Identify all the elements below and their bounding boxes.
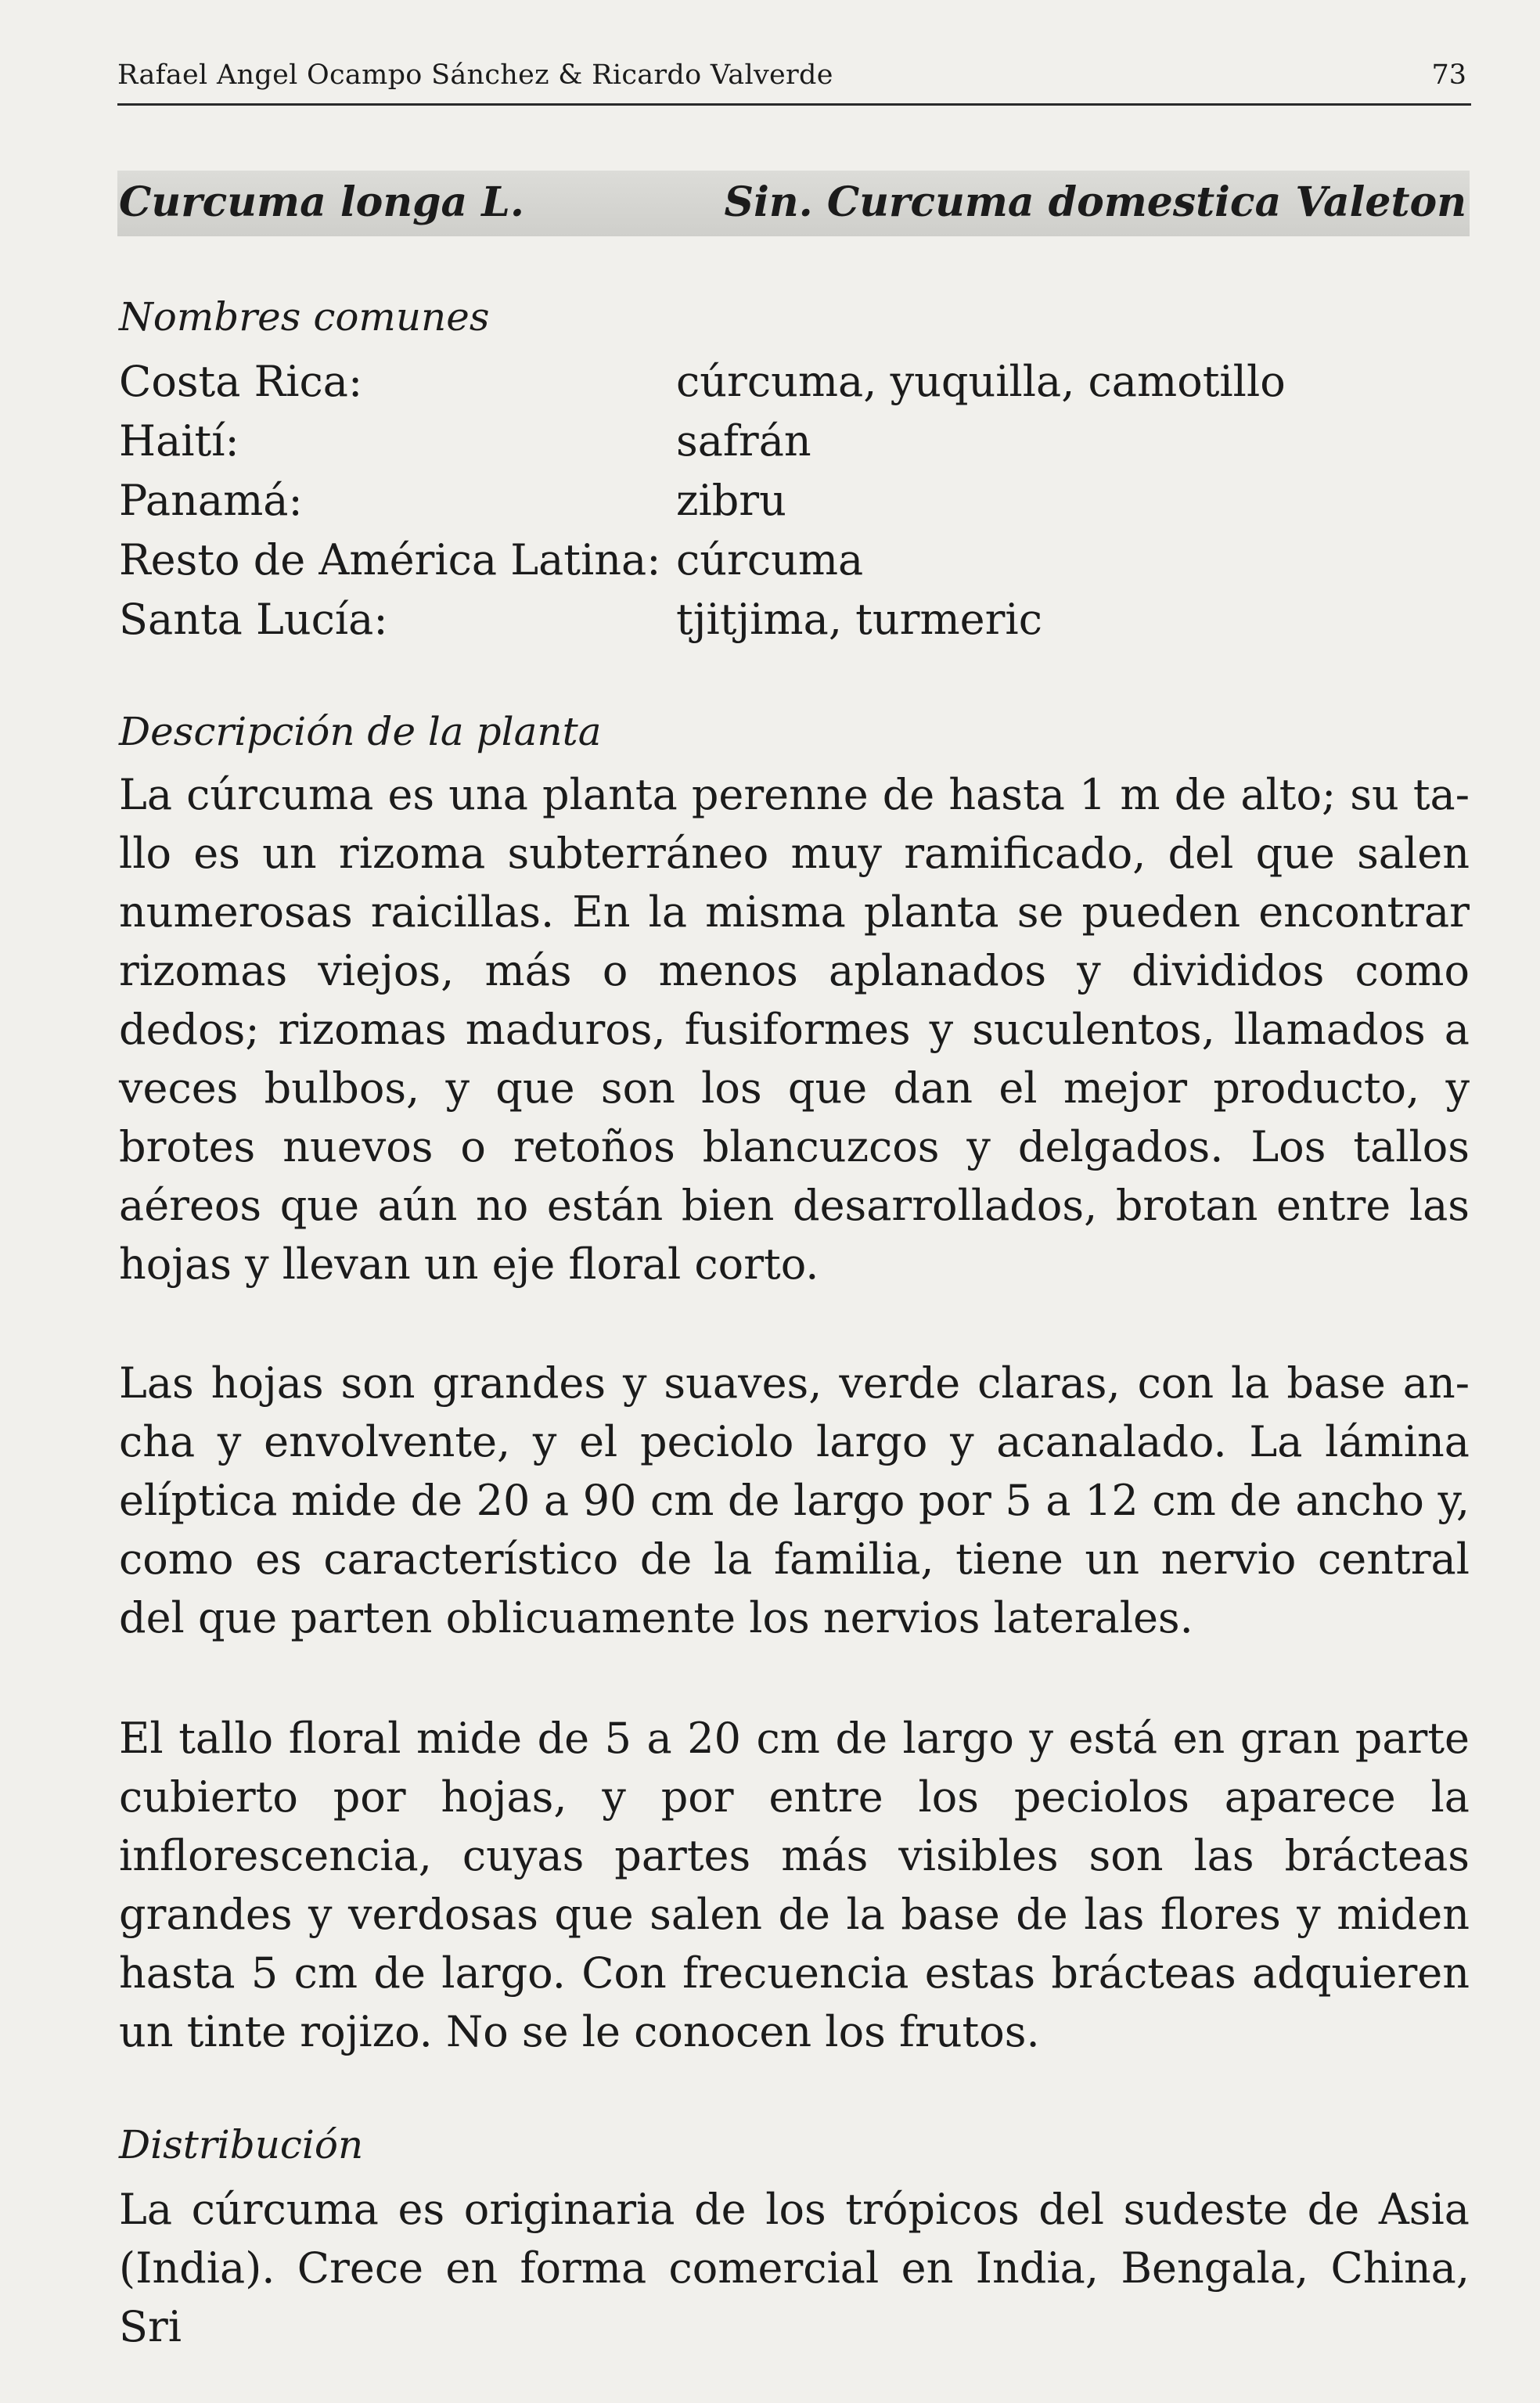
species-name: Curcuma longa L.	[119, 178, 524, 226]
common-name-value: cúrcuma, yuquilla, camotillo	[676, 357, 1286, 406]
common-name-value: safrán	[676, 416, 811, 466]
common-name-value: zibru	[676, 476, 786, 525]
distribution-paragraph: La cúrcuma es originaria de los trópicos del sudeste de Asia (India). Crece en forma comercial en India, Bengala, China, Sri	[119, 2185, 1470, 2351]
common-names-list	[119, 352, 1371, 649]
description-paragraph-2: Las hojas son grandes y suaves, verde claras, con la base ancha y envolvente, y el peciolo largo y acanalado. La lámina elíptica mide de 20 a 90 cm de largo por 5 a 12 cm de ancho y, como es característico de la familia, tiene un nervio central del que parten oblicuamente los nervios laterales.	[119, 1358, 1470, 1642]
country-label: Santa Lucía:	[119, 595, 388, 644]
country-label: Resto de América Latina:	[119, 535, 661, 585]
country-label: Costa Rica:	[119, 357, 363, 406]
common-names-heading: Nombres comunes	[119, 294, 490, 340]
description-paragraph-3: El tallo floral mide de 5 a 20 cm de largo y está en gran parte cubierto por hojas, y por entre los peciolos aparece la inflorescencia, cuyas partes más visibles son las brácteas grandes y verdosas que salen de la base de las flores y miden hasta 5 cm de largo. Con frecuencia estas brácteas adquieren un tinte rojizo. No se le conocen los frutos.	[119, 1714, 1470, 2056]
distribution-heading: Distribución	[119, 2122, 364, 2167]
page-number: 73	[1431, 59, 1466, 91]
species-title-bar	[117, 171, 1470, 236]
common-name-row	[119, 352, 1371, 412]
common-name-row	[119, 590, 1371, 649]
description-heading: Descripción de la planta	[119, 709, 602, 754]
country-label: Panamá:	[119, 476, 303, 525]
common-name-row	[119, 531, 1371, 590]
common-name-value: tjitjima, turmeric	[676, 595, 1042, 644]
country-label: Haití:	[119, 416, 239, 466]
common-name-row	[119, 412, 1371, 471]
header-authors: Rafael Angel Ocampo Sánchez & Ricardo Valverde	[117, 59, 833, 91]
running-header	[117, 56, 1471, 106]
common-name-value: cúrcuma	[676, 535, 864, 585]
species-synonym: Sin. Curcuma domestica Valeton	[724, 178, 1466, 226]
description-paragraph-1: La cúrcuma es una planta perenne de hasta 1 m de alto; su tallo es un rizoma subterráneo muy ramificado, del que salen numerosas raicillas. En la misma planta se pueden encontrar rizomas viejos, más o menos aplanados y divididos como dedos; rizomas maduros, fusiformes y suculentos, llamados a veces bulbos, y que son los que dan el mejor producto, y brotes nuevos o retoños blancuzcos y delgados. Los tallos aéreos que aún no están bien desarrollados, brotan entre las hojas y llevan un eje floral corto.	[119, 770, 1470, 1289]
common-name-row	[119, 471, 1371, 531]
